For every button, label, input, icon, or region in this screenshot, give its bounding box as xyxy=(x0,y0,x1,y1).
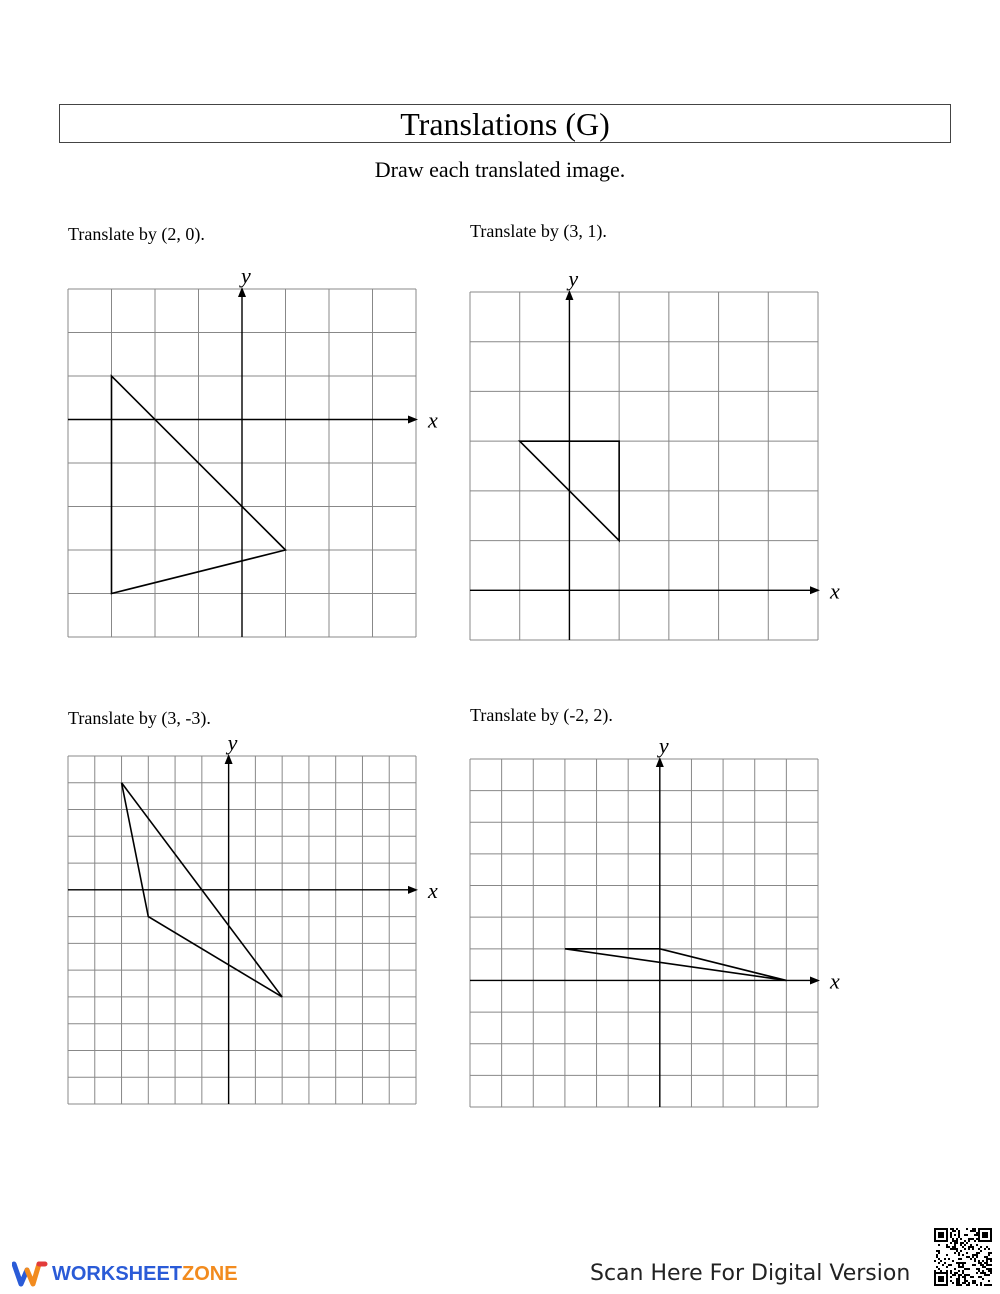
qr-module xyxy=(950,1232,952,1234)
instructions: Draw each translated image. xyxy=(374,157,626,182)
qr-module xyxy=(958,1282,960,1284)
qr-module xyxy=(960,1242,962,1244)
qr-module xyxy=(960,1258,962,1260)
qr-module xyxy=(966,1274,968,1276)
qr-module xyxy=(978,1252,980,1254)
qr-module xyxy=(984,1274,986,1276)
qr-module xyxy=(988,1270,990,1272)
qr-module xyxy=(960,1262,962,1264)
qr-module xyxy=(988,1252,990,1254)
qr-module xyxy=(954,1246,956,1248)
qr-module xyxy=(950,1242,952,1244)
qr-module xyxy=(990,1268,992,1270)
logo-icon xyxy=(12,1260,48,1288)
qr-module xyxy=(980,1282,982,1284)
qr-module xyxy=(958,1232,960,1234)
qr-module xyxy=(972,1280,974,1282)
qr-module xyxy=(958,1278,960,1280)
qr-module xyxy=(954,1268,956,1270)
qr-module xyxy=(958,1266,960,1268)
qr-module xyxy=(938,1262,940,1264)
qr-module xyxy=(972,1248,974,1250)
qr-module xyxy=(958,1236,960,1238)
qr-module xyxy=(972,1230,974,1232)
qr-module xyxy=(974,1254,976,1256)
y-axis-label: y xyxy=(227,730,238,755)
qr-module xyxy=(950,1276,952,1278)
qr-module xyxy=(990,1272,992,1274)
qr-module xyxy=(958,1280,960,1282)
qr-module xyxy=(958,1284,960,1286)
qr-module xyxy=(986,1268,988,1270)
qr-module xyxy=(960,1244,962,1246)
qr-module xyxy=(946,1266,948,1268)
qr-module xyxy=(990,1264,992,1266)
qr-module xyxy=(970,1258,972,1260)
qr-module xyxy=(990,1284,992,1286)
qr-module xyxy=(986,1256,988,1258)
qr-module xyxy=(972,1254,974,1256)
qr-module xyxy=(950,1264,952,1266)
qr-module xyxy=(950,1280,952,1282)
qr-module xyxy=(968,1282,970,1284)
qr-module xyxy=(958,1274,960,1276)
qr-module xyxy=(966,1268,968,1270)
qr-module xyxy=(956,1242,958,1244)
qr-module xyxy=(954,1244,956,1246)
qr-module xyxy=(964,1244,966,1246)
qr-module xyxy=(946,1254,948,1256)
qr-module xyxy=(970,1238,972,1240)
qr-module xyxy=(956,1284,958,1286)
qr-module xyxy=(962,1264,964,1266)
qr-module xyxy=(956,1228,958,1230)
qr-module xyxy=(984,1266,986,1268)
qr-module xyxy=(966,1256,968,1258)
qr-module xyxy=(962,1242,964,1244)
plane-4 xyxy=(470,733,840,1107)
qr-module xyxy=(984,1284,986,1286)
qr-module xyxy=(962,1276,964,1278)
qr-module xyxy=(974,1234,976,1236)
qr-module xyxy=(964,1282,966,1284)
qr-module xyxy=(980,1262,982,1264)
triangle-preimage xyxy=(565,949,786,981)
qr-module xyxy=(956,1240,958,1242)
qr-finder-core xyxy=(938,1276,944,1282)
qr-module xyxy=(966,1252,968,1254)
qr-module xyxy=(948,1264,950,1266)
qr-module xyxy=(950,1236,952,1238)
qr-module xyxy=(958,1262,960,1264)
qr-module xyxy=(964,1274,966,1276)
qr-module xyxy=(968,1248,970,1250)
qr-module xyxy=(960,1238,962,1240)
qr-module xyxy=(958,1270,960,1272)
qr-module xyxy=(946,1244,948,1246)
qr-module xyxy=(978,1262,980,1264)
qr-module xyxy=(968,1240,970,1242)
qr-module xyxy=(978,1276,980,1278)
qr-module xyxy=(958,1252,960,1254)
qr-module xyxy=(976,1284,978,1286)
qr-module xyxy=(954,1240,956,1242)
qr-module xyxy=(980,1246,982,1248)
qr-module xyxy=(936,1254,938,1256)
qr-module xyxy=(972,1256,974,1258)
qr-finder-core xyxy=(938,1232,944,1238)
y-axis-label: y xyxy=(241,263,251,288)
qr-module xyxy=(952,1240,954,1242)
qr-module xyxy=(952,1228,954,1230)
qr-module xyxy=(962,1272,964,1274)
qr-module xyxy=(964,1276,966,1278)
qr-module xyxy=(938,1258,940,1260)
qr-module xyxy=(954,1230,956,1232)
qr-module xyxy=(974,1282,976,1284)
qr-module xyxy=(956,1282,958,1284)
qr-module xyxy=(938,1250,940,1252)
qr-module xyxy=(960,1284,962,1286)
qr-module xyxy=(954,1248,956,1250)
y-axis-label: y xyxy=(568,266,579,291)
qr-module xyxy=(974,1280,976,1282)
worksheetzone-logo xyxy=(12,1258,238,1290)
qr-module xyxy=(972,1282,974,1284)
qr-module xyxy=(954,1272,956,1274)
qr-module xyxy=(970,1244,972,1246)
qr-module xyxy=(964,1248,966,1250)
qr-module xyxy=(976,1256,978,1258)
qr-module xyxy=(976,1254,978,1256)
qr-module xyxy=(984,1248,986,1250)
qr-module xyxy=(988,1280,990,1282)
qr-module xyxy=(964,1268,966,1270)
qr-module xyxy=(990,1270,992,1272)
qr-module xyxy=(944,1258,946,1260)
qr-module xyxy=(972,1246,974,1248)
qr-module xyxy=(982,1278,984,1280)
qr-module xyxy=(970,1276,972,1278)
qr-module xyxy=(954,1252,956,1254)
plane-3 xyxy=(68,730,438,1104)
qr-module xyxy=(980,1264,982,1266)
qr-module xyxy=(962,1266,964,1268)
qr-module xyxy=(966,1234,968,1236)
qr-module xyxy=(968,1246,970,1248)
qr-module xyxy=(976,1244,978,1246)
qr-module xyxy=(956,1262,958,1264)
qr-module xyxy=(954,1234,956,1236)
qr-module xyxy=(988,1254,990,1256)
qr-module xyxy=(988,1268,990,1270)
qr-module xyxy=(974,1230,976,1232)
qr-module xyxy=(940,1260,942,1262)
qr-module xyxy=(978,1260,980,1262)
qr-module xyxy=(946,1246,948,1248)
qr-module xyxy=(950,1248,952,1250)
qr-module xyxy=(944,1262,946,1264)
qr-module xyxy=(962,1282,964,1284)
qr-module xyxy=(952,1246,954,1248)
qr-module xyxy=(948,1246,950,1248)
qr-module xyxy=(976,1234,978,1236)
qr-module xyxy=(978,1270,980,1272)
qr-module xyxy=(936,1256,938,1258)
qr-module xyxy=(972,1276,974,1278)
qr-module xyxy=(952,1248,954,1250)
qr-module xyxy=(958,1254,960,1256)
x-axis-label: x xyxy=(428,407,438,433)
qr-module xyxy=(960,1266,962,1268)
qr-module xyxy=(990,1252,992,1254)
qr-module xyxy=(952,1260,954,1262)
qr-module xyxy=(986,1260,988,1262)
qr-module xyxy=(938,1252,940,1254)
qr-module xyxy=(968,1268,970,1270)
qr-module xyxy=(956,1272,958,1274)
qr-module xyxy=(990,1258,992,1260)
qr-module xyxy=(946,1270,948,1272)
qr-module xyxy=(954,1242,956,1244)
qr-module xyxy=(968,1256,970,1258)
qr-module xyxy=(950,1272,952,1274)
plane-1 xyxy=(68,263,438,637)
qr-module xyxy=(986,1246,988,1248)
qr-module xyxy=(988,1248,990,1250)
qr-finder-core xyxy=(982,1232,988,1238)
y-axis-label: y xyxy=(658,733,669,758)
x-axis-label: x xyxy=(428,877,438,903)
qr-module xyxy=(974,1264,976,1266)
qr-module xyxy=(964,1280,966,1282)
qr-code-icon[interactable] xyxy=(932,1226,994,1288)
qr-module xyxy=(958,1258,960,1260)
qr-module xyxy=(952,1230,954,1232)
qr-module xyxy=(986,1284,988,1286)
qr-module xyxy=(958,1264,960,1266)
qr-module xyxy=(934,1270,936,1272)
logo-text-zone: ZONE xyxy=(182,1262,238,1285)
problem-4-label: Translate by (-2, 2). xyxy=(470,705,613,725)
qr-module xyxy=(982,1260,984,1262)
qr-module xyxy=(984,1256,986,1258)
qr-module xyxy=(974,1240,976,1242)
qr-module xyxy=(960,1250,962,1252)
qr-module xyxy=(962,1270,964,1272)
qr-module xyxy=(942,1264,944,1266)
qr-module xyxy=(980,1276,982,1278)
logo-text-worksheet: WORKSHEET xyxy=(52,1262,182,1285)
qr-module xyxy=(954,1274,956,1276)
page-title: Translations (G) xyxy=(400,105,610,142)
qr-module xyxy=(972,1238,974,1240)
qr-module xyxy=(968,1238,970,1240)
qr-module xyxy=(968,1284,970,1286)
qr-module xyxy=(988,1284,990,1286)
qr-module xyxy=(956,1250,958,1252)
qr-module xyxy=(974,1260,976,1262)
qr-module xyxy=(974,1228,976,1230)
qr-module xyxy=(964,1278,966,1280)
qr-module xyxy=(952,1238,954,1240)
qr-module xyxy=(962,1254,964,1256)
qr-module xyxy=(976,1252,978,1254)
qr-module xyxy=(950,1228,952,1230)
qr-module xyxy=(962,1246,964,1248)
qr-module xyxy=(950,1234,952,1236)
qr-module xyxy=(956,1238,958,1240)
qr-module xyxy=(980,1250,982,1252)
qr-module xyxy=(972,1264,974,1266)
qr-module xyxy=(948,1258,950,1260)
qr-module xyxy=(938,1244,940,1246)
qr-module xyxy=(950,1270,952,1272)
qr-module xyxy=(984,1262,986,1264)
qr-module xyxy=(976,1238,978,1240)
qr-module xyxy=(982,1266,984,1268)
qr-module xyxy=(986,1258,988,1260)
qr-module xyxy=(938,1268,940,1270)
qr-module xyxy=(936,1250,938,1252)
qr-module xyxy=(964,1234,966,1236)
problem-1-label: Translate by (2, 0). xyxy=(68,224,205,244)
qr-module xyxy=(966,1228,968,1230)
qr-module xyxy=(982,1270,984,1272)
qr-module xyxy=(940,1270,942,1272)
qr-module xyxy=(958,1276,960,1278)
qr-module xyxy=(934,1260,936,1262)
qr-module xyxy=(966,1284,968,1286)
qr-module xyxy=(976,1232,978,1234)
x-axis-label: x xyxy=(830,968,840,994)
qr-module xyxy=(984,1272,986,1274)
qr-module xyxy=(966,1280,968,1282)
qr-module xyxy=(980,1272,982,1274)
qr-module xyxy=(978,1268,980,1270)
qr-module xyxy=(986,1264,988,1266)
qr-module xyxy=(964,1262,966,1264)
scan-text: Scan Here For Digital Version xyxy=(590,1261,911,1286)
qr-module xyxy=(988,1274,990,1276)
problem-3-label: Translate by (3, -3). xyxy=(68,708,211,728)
qr-module xyxy=(982,1272,984,1274)
x-axis-label: x xyxy=(830,578,840,604)
qr-module xyxy=(958,1234,960,1236)
qr-module xyxy=(976,1272,978,1274)
qr-module xyxy=(980,1284,982,1286)
qr-module xyxy=(962,1262,964,1264)
qr-module xyxy=(964,1240,966,1242)
qr-module xyxy=(958,1230,960,1232)
problem-2-label: Translate by (3, 1). xyxy=(470,221,607,241)
qr-module xyxy=(952,1282,954,1284)
qr-module xyxy=(968,1274,970,1276)
qr-module xyxy=(956,1280,958,1282)
qr-module xyxy=(982,1264,984,1266)
qr-module xyxy=(974,1258,976,1260)
qr-module xyxy=(988,1264,990,1266)
plane-2 xyxy=(470,266,840,640)
qr-module xyxy=(988,1258,990,1260)
qr-module xyxy=(978,1248,980,1250)
qr-module xyxy=(952,1274,954,1276)
qr-module xyxy=(986,1262,988,1264)
qr-module xyxy=(960,1274,962,1276)
qr-module xyxy=(970,1246,972,1248)
qr-module xyxy=(990,1260,992,1262)
qr-module xyxy=(986,1274,988,1276)
qr-module xyxy=(956,1248,958,1250)
qr-module xyxy=(976,1268,978,1270)
qr-module xyxy=(936,1266,938,1268)
qr-module xyxy=(970,1230,972,1232)
qr-module xyxy=(966,1242,968,1244)
qr-module xyxy=(956,1278,958,1280)
qr-module xyxy=(972,1228,974,1230)
